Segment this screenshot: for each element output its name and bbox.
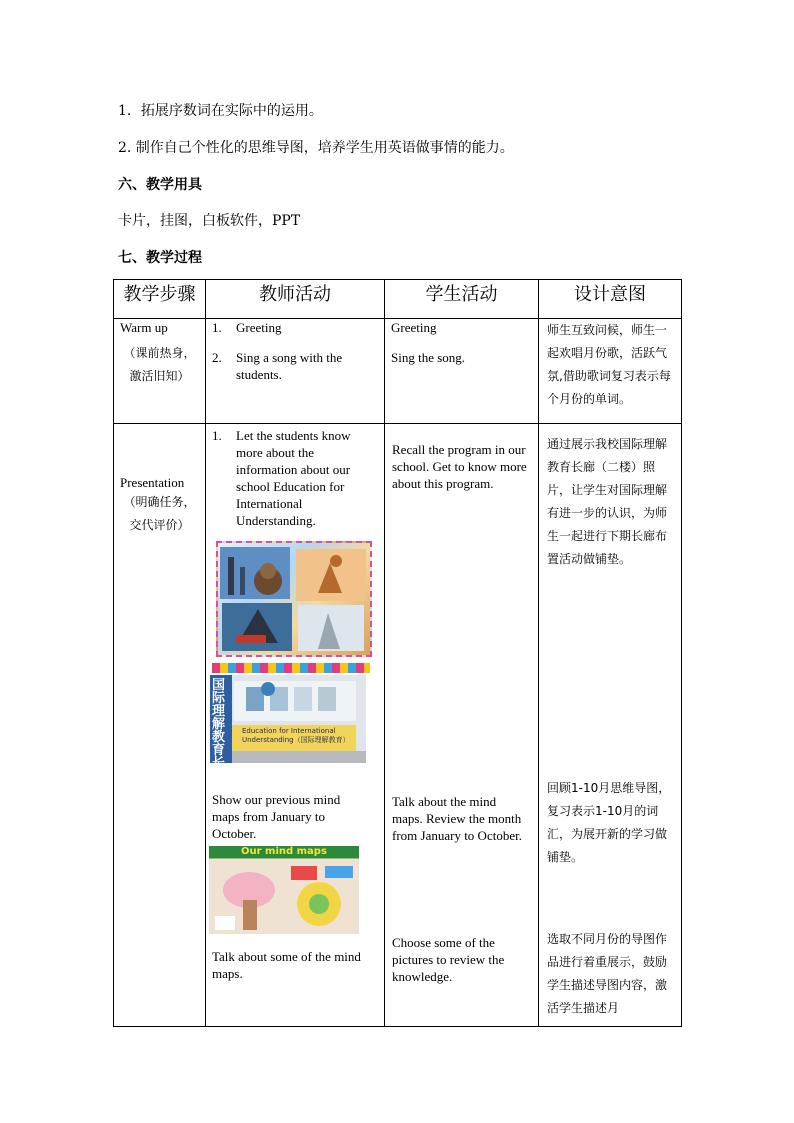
warmup-s1: Greeting: [391, 320, 437, 335]
bunting-decoration: [212, 663, 370, 673]
table-header-row: [114, 280, 682, 319]
corridor-photo: [210, 675, 366, 784]
corridor-scene-icon: [210, 675, 366, 763]
warmup-s2: Sing the song.: [391, 350, 466, 365]
presentation-step-zh-2: 交代评价）: [129, 518, 190, 532]
world-culture-photo: [216, 541, 372, 657]
corridor-side-label: 国际理解教育长廊: [212, 678, 226, 784]
presentation-t1-num: 1.: [212, 428, 222, 443]
presentation-s1: Recall the program in our school. Get to know more about this program.: [392, 442, 527, 491]
objective-1: 1．拓展序数词在实际中的运用。: [118, 103, 323, 119]
mind-maps-drawing-icon: [209, 860, 359, 934]
header-design-intent: 设计意图: [539, 280, 682, 319]
warmup-teacher-cell: [206, 319, 385, 424]
warmup-student-cell: [385, 319, 539, 424]
warmup-t1-text: Greeting: [236, 320, 282, 335]
presentation-intent-cell: [539, 424, 682, 1027]
warmup-intent-cell: [539, 319, 682, 424]
corridor-caption: Education for International Understanding（国际理解教育）: [242, 727, 350, 744]
presentation-i3: 选取不同月份的导图作品进行着重展示，鼓励学生描述导图内容，激活学生描述月: [547, 932, 668, 1015]
presentation-step-en: Presentation: [120, 475, 185, 490]
header-student-activity: 学生活动: [385, 280, 539, 319]
objective-2: 2. 制作自己个性化的思维导图，培养学生用英语做事情的能力。: [118, 140, 514, 156]
world-culture-collage-icon: [218, 543, 370, 655]
mind-maps-title: Our mind maps: [241, 846, 327, 857]
header-teacher-activity: 教师活动: [206, 280, 385, 319]
warmup-step-zh-1: （课前热身，: [123, 346, 196, 360]
warmup-step-zh-2: 激活旧知）: [129, 369, 190, 383]
presentation-t1-text: Let the students know more about the information about our school Education for International Understanding.: [236, 428, 351, 528]
teaching-process-table: [113, 279, 682, 1027]
warmup-intent: 师生互致问候，师生一起欢唱月份歌，活跃气氛,借助歌词复习表示每个月份的单词。: [547, 323, 671, 406]
table-row-warmup: [114, 319, 682, 424]
presentation-i1: 通过展示我校国际理解教育长廊（二楼）照片，让学生对国际理解有进一步的认识，为师生一起进行下期长廊布置活动做铺垫。: [547, 437, 668, 566]
mind-maps-photo: [209, 846, 359, 934]
section-6-heading: 六、教学用具: [118, 177, 202, 193]
teaching-tools: 卡片，挂图，白板软件，PPT: [118, 213, 301, 229]
presentation-teacher-cell: [206, 424, 385, 1027]
presentation-student-cell: [385, 424, 539, 1027]
presentation-t3-text: Talk about some of the mind maps.: [212, 949, 361, 981]
presentation-step-zh-1: （明确任务，: [123, 495, 196, 509]
warmup-step-en: Warm up: [120, 320, 168, 335]
presentation-s2: Talk about the mind maps. Review the month from January to October.: [392, 794, 522, 843]
section-7-heading: 七、教学过程: [118, 250, 202, 266]
presentation-s3: Choose some of the pictures to review the knowledge.: [392, 935, 505, 984]
table-row-presentation: [114, 424, 682, 1027]
warmup-t1-num: 1.: [212, 320, 222, 335]
presentation-step-cell: [114, 424, 206, 1027]
warmup-step-cell: [114, 319, 206, 424]
header-steps: 教学步骤: [114, 280, 206, 319]
presentation-i2: 回顾1-10月思维导图，复习表示1-10月的词汇，为展开新的学习做铺垫。: [547, 781, 671, 864]
presentation-t2-text: Show our previous mind maps from January to October.: [212, 792, 341, 841]
warmup-t2-num: 2.: [212, 350, 222, 365]
warmup-t2-text: Sing a song with the students.: [236, 350, 343, 382]
